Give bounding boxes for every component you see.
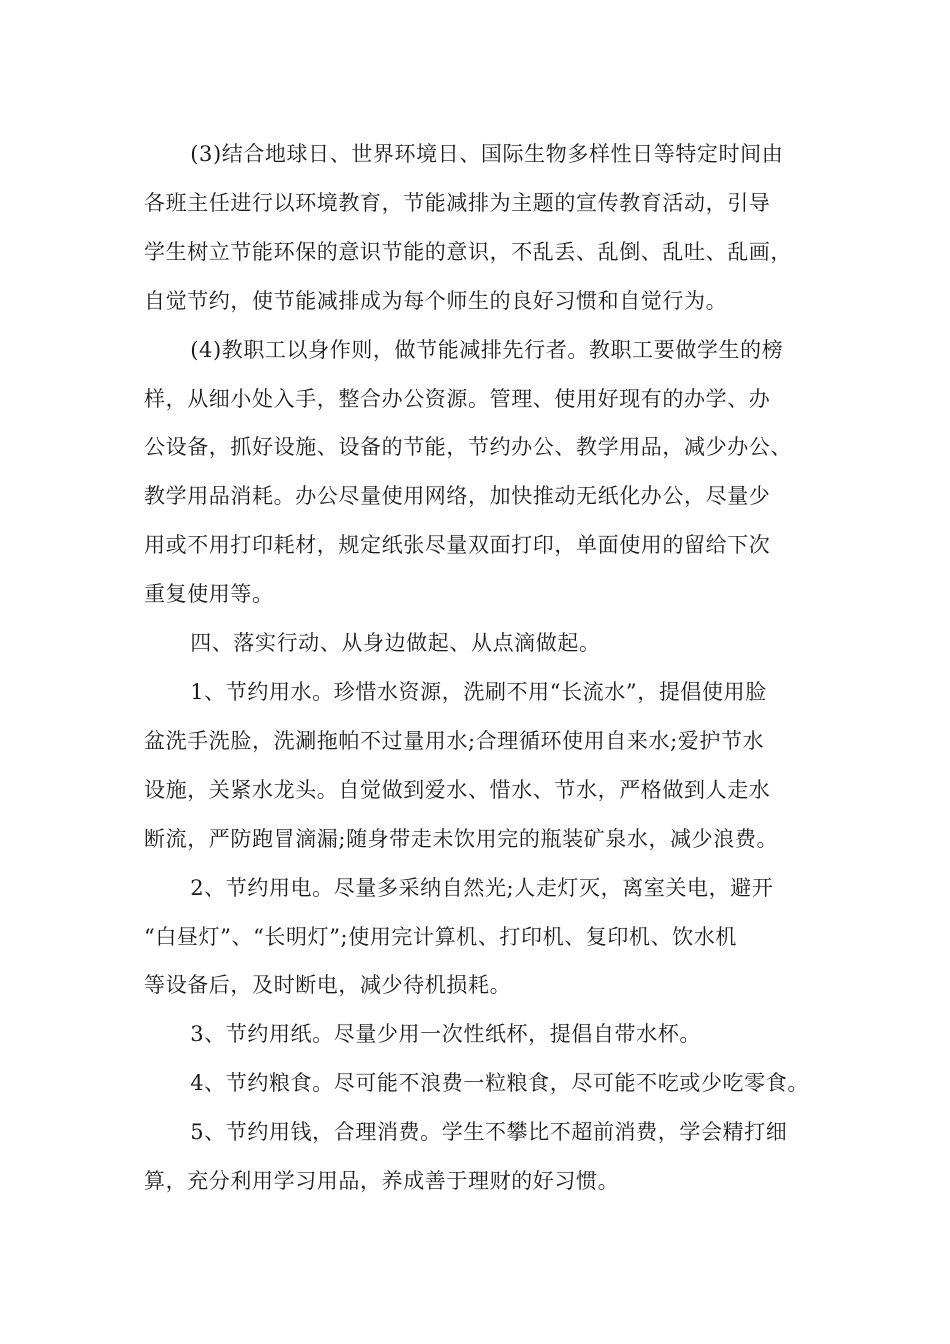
text-line: 重复使用等。 (144, 582, 274, 607)
text-line: (4)教职工以身作则，做节能减排先行者。教职工要做学生的榜 (190, 337, 784, 362)
text-line: 算，充分利用学习用品，养成善于理财的好习惯。 (144, 1169, 620, 1194)
text-line: 教学用品消耗。办公尽量使用网络，加快推动无纸化办公，尽量少 (144, 484, 771, 509)
text-line: 盆洗手洗脸，洗涮拖帕不过量用水;合理循环使用自来水;爱护节水 (144, 728, 765, 753)
paragraph-3 (144, 130, 834, 326)
text-line: 5、节约用钱，合理消费。学生不攀比不超前消费，学会精打细 (190, 1120, 788, 1145)
text-line: (3)结合地球日、世界环境日、国际生物多样性日等特定时间由 (190, 142, 784, 166)
text-line: “白昼灯”、“长明灯”;使用完计算机、打印机、复印机、饮水机 (144, 924, 738, 949)
text-line: 自觉节约，使节能减排成为每个师生的良好习惯和自觉行为。 (144, 288, 728, 313)
text-line: 各班主任进行以环境教育，节能减排为主题的宣传教育活动，引导 (144, 190, 771, 215)
text-line: 四、落实行动、从身边做起、从点滴做起。 (190, 631, 601, 656)
text-line: 1、节约用水。珍惜水资源，洗刷不用“长流水”，提倡使用脸 (190, 679, 767, 704)
item-2-electricity (144, 864, 834, 1011)
item-5-money (144, 1108, 834, 1206)
item-4-food (144, 1059, 834, 1108)
text-line: 用或不用打印耗材，规定纸张尽量双面打印，单面使用的留给下次 (144, 533, 771, 558)
text-line: 样，从细小处入手，整合办公资源。管理、使用好现有的办学、办 (144, 386, 771, 411)
text-line: 2、节约用电。尽量多采纳自然光;人走灯灭，离室关电，避开 (190, 875, 774, 900)
paragraph-4 (144, 326, 834, 619)
text-line: 公设备，抓好设施、设备的节能，节约办公、教学用品，减少办公、 (144, 435, 792, 460)
document-body (144, 130, 834, 1206)
item-3-paper (144, 1010, 834, 1059)
text-line: 4、节约粮食。尽可能不浪费一粒粮食，尽可能不吃或少吃零食。 (190, 1071, 809, 1096)
text-line: 设施，关紧水龙头。自觉做到爱水、惜水、节水，严格做到人走水 (144, 777, 771, 802)
item-1-water (144, 668, 834, 864)
text-line: 3、节约用纸。尽量少用一次性纸杯，提倡自带水杯。 (190, 1022, 701, 1047)
text-line: 学生树立节能环保的意识节能的意识，不乱丢、乱倒、乱吐、乱画， (144, 239, 792, 264)
section-heading (144, 619, 834, 668)
text-line: 断流，严防跑冒滴漏;随身带走未饮用完的瓶装矿泉水，减少浪费。 (144, 826, 779, 851)
text-line: 等设备后，及时断电，减少待机损耗。 (144, 973, 512, 998)
